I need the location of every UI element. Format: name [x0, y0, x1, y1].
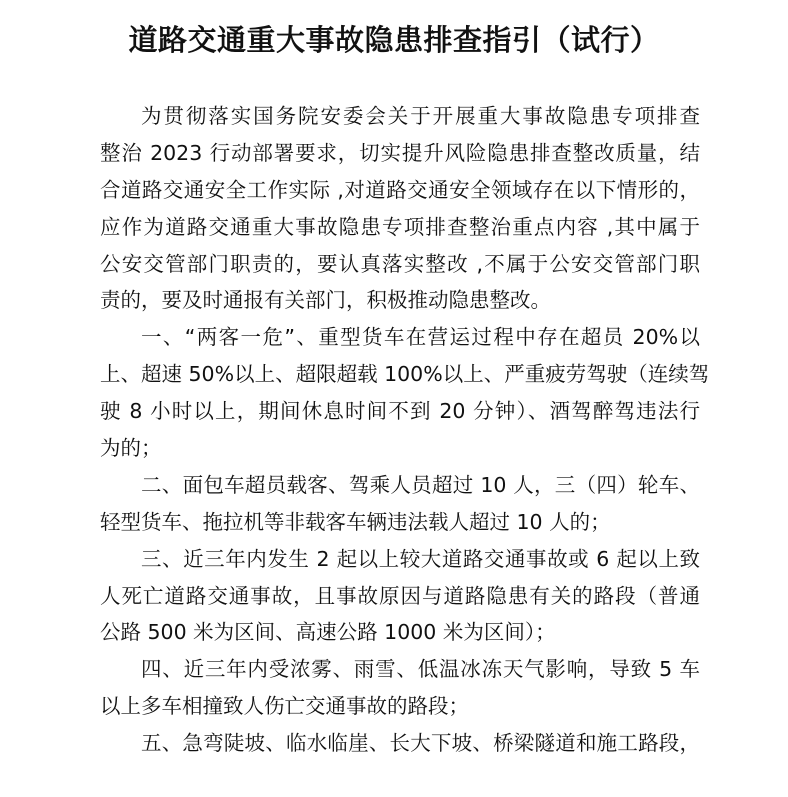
body-line: 轻型货车、拖拉机等非载客车辆违法载人超过 10 人的； — [100, 509, 611, 534]
body-line: 以上多车相撞致人伤亡交通事故的路段； — [100, 694, 469, 719]
body-line: 应作为道路交通重大事故隐患专项排查整治重点内容 ,其中属于 — [100, 214, 700, 239]
body-line: 整治 2023 行动部署要求，切实提升风险隐患排查整改质量，结 — [100, 140, 700, 165]
body-line: 上、超速 50%以上、超限超载 100%以上、严重疲劳驾驶（连续驾 — [100, 362, 710, 387]
body-line: 三、近三年内发生 2 起以上较大道路交通事故或 6 起以上致 — [141, 546, 700, 571]
body-line: 一、“两客一危”、重型货车在营运过程中存在超员 20%以 — [141, 325, 700, 350]
body-line: 五、急弯陡坡、临水临崖、长大下坡、桥梁隧道和施工路段， — [141, 731, 700, 756]
body-line: 责的，要及时通报有关部门，积极推动隐患整改。 — [100, 288, 551, 313]
body-line: 四、近三年内受浓雾、雨雪、低温冰冻天气影响，导致 5 车 — [141, 657, 700, 682]
body-line: 合道路交通安全工作实际 ,对道路交通安全领域存在以下情形的， — [100, 177, 700, 202]
body-line: 二、面包车超员载客、驾乘人员超过 10 人，三（四）轮车、 — [141, 472, 700, 497]
body-line: 人死亡道路交通事故，且事故原因与道路隐患有关的路段（普通 — [100, 583, 700, 608]
body-line: 为的； — [100, 436, 162, 461]
body-line: 驶 8 小时以上，期间休息时间不到 20 分钟）、酒驾醉驾违法行 — [100, 399, 700, 424]
body-line: 为贯彻落实国务院安委会关于开展重大事故隐患专项排查 — [141, 104, 700, 128]
body-line: 公安交管部门职责的，要认真落实整改 ,不属于公安交管部门职 — [100, 251, 700, 276]
document-title: 道路交通重大事故隐患排查指引（试行） — [128, 23, 660, 57]
document-body — [100, 98, 710, 762]
body-line: 公路 500 米为区间、高速公路 1000 米为区间）； — [100, 620, 556, 645]
